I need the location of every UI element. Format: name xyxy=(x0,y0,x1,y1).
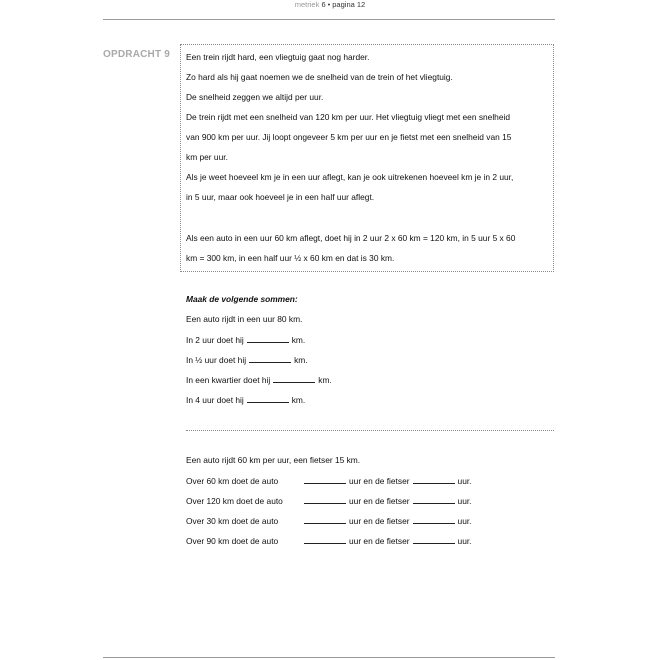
answer-blank[interactable] xyxy=(304,495,346,504)
task2-question xyxy=(186,495,472,506)
task1-question xyxy=(186,334,305,345)
answer-blank[interactable] xyxy=(247,394,289,403)
exercise-label: OPDRACHT 9 xyxy=(103,49,171,60)
middle-text: uur en de fietser xyxy=(349,516,410,526)
unit-label: km. xyxy=(294,355,308,365)
question-text: In ½ uur doet hij xyxy=(186,355,247,365)
answer-blank[interactable] xyxy=(247,334,289,343)
answer-blank[interactable] xyxy=(249,354,291,363)
question-text: Over 30 km doet de auto xyxy=(186,516,279,526)
info-line: van 900 km per uur. Jij loopt ongeveer 5 km per uur en je fietst met een snelheid van 15 xyxy=(186,132,512,142)
task2-intro: Een auto rijdt 60 km per uur, een fietser 15 km. xyxy=(186,455,361,465)
unit-label: uur. xyxy=(457,516,472,526)
question-text: Over 90 km doet de auto xyxy=(186,536,279,546)
info-line: Als je weet hoeveel km je in een uur aflegt, kan je ook uitrekenen hoeveel km je in 2 uur, xyxy=(186,172,514,182)
task1-intro: Een auto rijdt in een uur 80 km. xyxy=(186,314,303,324)
task1-question xyxy=(186,374,332,385)
question-text: In 2 uur doet hij xyxy=(186,335,244,345)
unit-label: uur. xyxy=(457,496,472,506)
answer-blank[interactable] xyxy=(304,515,346,524)
task2-question xyxy=(186,475,472,486)
info-line: Zo hard als hij gaat noemen we de snelheid van de trein of het vliegtuig. xyxy=(186,72,453,82)
answer-blank[interactable] xyxy=(413,515,455,524)
unit-label: km. xyxy=(318,375,332,385)
answer-blank[interactable] xyxy=(304,535,346,544)
page-number: pagina 12 xyxy=(332,0,366,9)
task-heading: Maak de volgende sommen: xyxy=(186,294,298,304)
question-text: Over 60 km doet de auto xyxy=(186,476,279,486)
task1-question xyxy=(186,354,308,365)
info-line: km = 300 km, in een half uur ½ x 60 km en dat is 30 km. xyxy=(186,253,395,263)
answer-blank[interactable] xyxy=(413,495,455,504)
info-line: in 5 uur, maar ook hoeveel je in een half uur aflegt. xyxy=(186,192,375,202)
subject-label: metriek xyxy=(294,0,320,9)
unit-label: km. xyxy=(291,335,306,345)
answer-blank[interactable] xyxy=(304,475,346,484)
task1-question xyxy=(186,394,305,405)
task2-question xyxy=(186,515,472,526)
middle-text: uur en de fietser xyxy=(349,536,410,546)
page-header xyxy=(0,0,660,14)
header-separator: • xyxy=(327,2,331,9)
info-line: De trein rijdt met een snelheid van 120 km per uur. Het vliegtuig vliegt met een snelheid xyxy=(186,112,511,122)
middle-text: uur en de fietser xyxy=(349,476,410,486)
question-text: Over 120 km doet de auto xyxy=(186,496,283,506)
middle-text: uur en de fietser xyxy=(349,496,410,506)
answer-blank[interactable] xyxy=(413,535,455,544)
question-text: In 4 uur doet hij xyxy=(186,395,244,405)
info-line: Een trein rijdt hard, een vliegtuig gaat nog harder. xyxy=(186,52,370,62)
chapter-number: 6 xyxy=(321,0,326,9)
question-text: In een kwartier doet hij xyxy=(186,375,271,385)
bottom-rule xyxy=(103,657,555,658)
answer-blank[interactable] xyxy=(273,374,315,383)
unit-label: uur. xyxy=(457,536,472,546)
info-line: km per uur. xyxy=(186,152,228,162)
info-line: Als een auto in een uur 60 km aflegt, doet hij in 2 uur 2 x 60 km = 120 km, in 5 uur 5 x 60 xyxy=(186,233,516,243)
top-rule xyxy=(103,19,555,20)
task2-question xyxy=(186,535,472,546)
unit-label: km. xyxy=(291,395,306,405)
unit-label: uur. xyxy=(457,476,472,486)
info-line: De snelheid zeggen we altijd per uur. xyxy=(186,92,324,102)
section-divider xyxy=(186,430,554,431)
answer-blank[interactable] xyxy=(413,475,455,484)
